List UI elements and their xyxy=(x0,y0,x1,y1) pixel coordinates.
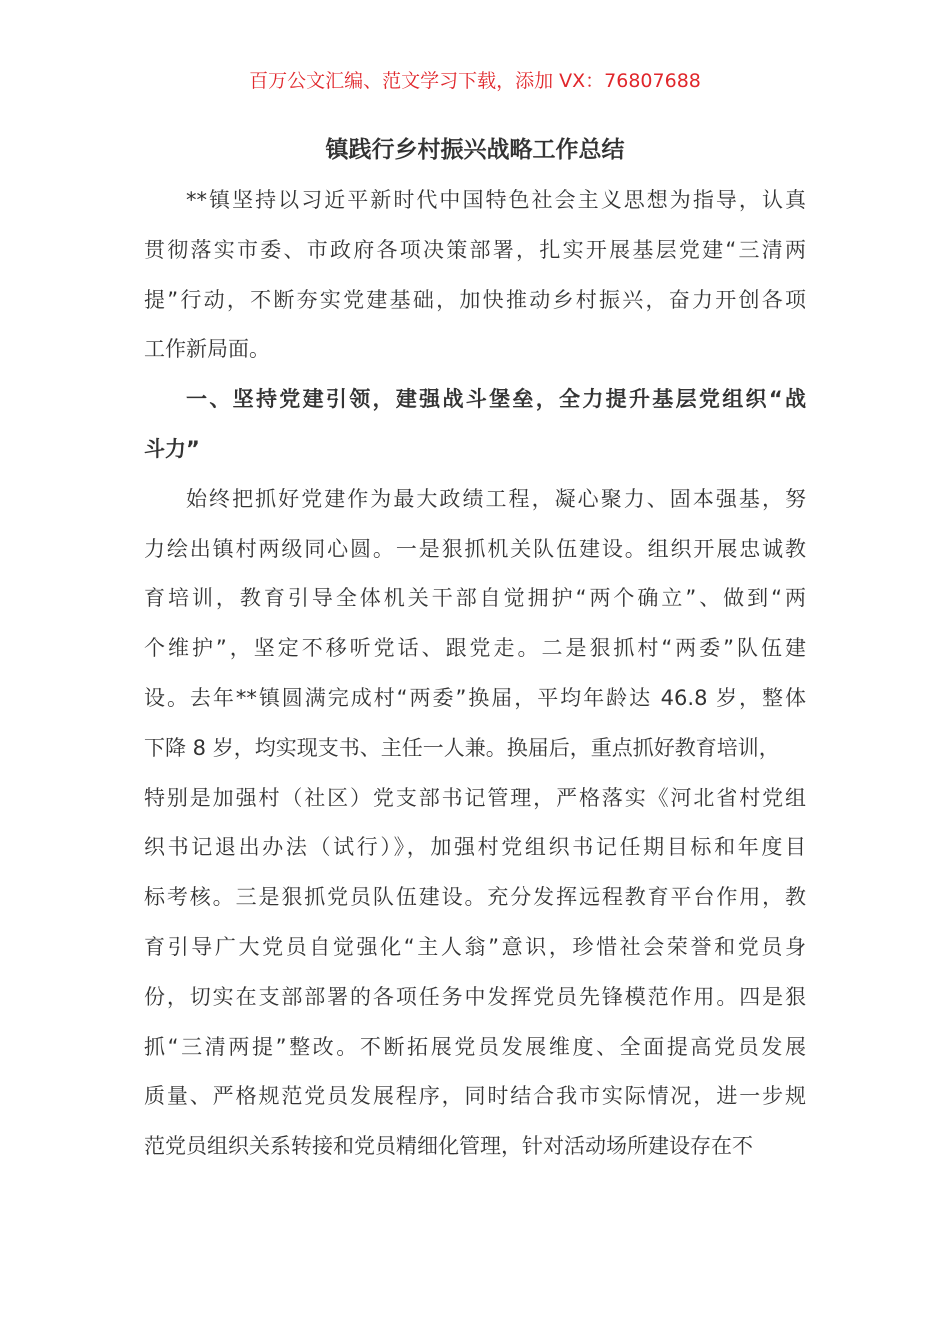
paragraph xyxy=(144,176,806,375)
text-line: 标考核。三是狠抓党员队伍建设。充分发挥远程教育平台作用，教 xyxy=(144,885,806,910)
text-line: 质量、严格规范党员发展程序，同时结合我市实际情况，进一步规 xyxy=(144,1084,806,1109)
text-line: 育引导广大党员自觉强化“主人翁”意识，珍惜社会荣誉和党员身 xyxy=(144,934,806,959)
paragraph xyxy=(144,475,806,1172)
text-line: 提”行动，不断夯实党建基础，加快推动乡村振兴，奋力开创各项 xyxy=(144,287,806,312)
text-line: 设。去年**镇圆满完成村“两委”换届，平均年龄达 46.8 岁，整体 xyxy=(144,685,806,710)
text-line: 力绘出镇村两级同心圆。一是狠抓机关队伍建设。组织开展忠诚教 xyxy=(144,536,806,561)
text-line: 下降 8 岁，均实现支书、主任一人兼。换届后，重点抓好教育培训， xyxy=(144,735,780,760)
watermark-header: 百万公文汇编、范文学习下载，添加 VX：76807688 xyxy=(249,70,701,92)
text-line: 一、坚持党建引领，建强战斗堡垒，全力提升基层党组织“战 xyxy=(186,387,806,412)
text-line: 织书记退出办法（试行）》，加强村党组织书记任期目标和年度目 xyxy=(144,835,806,860)
document-title: 镇践行乡村振兴战略工作总结 xyxy=(325,137,625,163)
text-line: **镇坚持以习近平新时代中国特色社会主义思想为指导，认真 xyxy=(186,188,806,212)
text-line: 贯彻落实市委、市政府各项决策部署，扎实开展基层党建“三清两 xyxy=(144,237,806,262)
text-line: 范党员组织关系转接和党员精细化管理，针对活动场所建设存在不 xyxy=(144,1134,753,1159)
document-body xyxy=(144,176,806,1172)
text-line: 工作新局面。 xyxy=(144,337,270,362)
text-line: 抓“三清两提”整改。不断拓展党员发展维度、全面提高党员发展 xyxy=(144,1034,806,1059)
text-line: 份，切实在支部部署的各项任务中发挥党员先锋模范作用。四是狠 xyxy=(144,984,806,1009)
text-line: 始终把抓好党建作为最大政绩工程，凝心聚力、固本强基，努 xyxy=(186,486,806,511)
text-line: 育培训，教育引导全体机关干部自觉拥护“两个确立”、做到“两 xyxy=(144,586,806,611)
text-line: 个维护”，坚定不移听党话、跟党走。二是狠抓村“两委”队伍建 xyxy=(144,636,806,661)
text-line: 特别是加强村（社区）党支部书记管理，严格落实《河北省村党组 xyxy=(144,785,806,810)
section-heading xyxy=(144,375,806,475)
text-line: 斗力” xyxy=(144,436,200,461)
